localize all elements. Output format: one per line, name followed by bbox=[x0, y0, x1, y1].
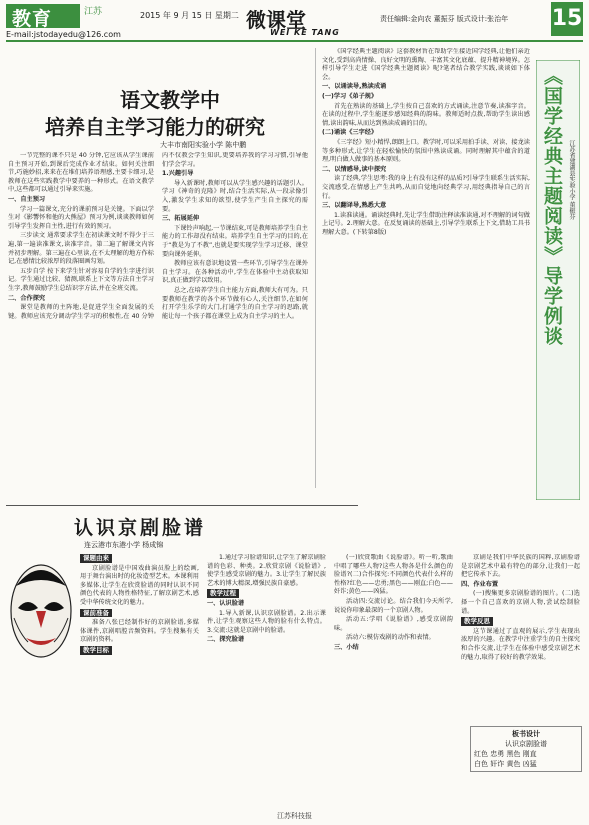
section-heading: (一)学习《弟子规》 bbox=[322, 92, 378, 100]
paragraph: 准备八张已经制作好的京剧脸谱,多媒体课件,京剧唱腔音频资料。学生搜集有关京剧的资料。 bbox=[80, 619, 199, 644]
logo-subtext: 江苏 bbox=[84, 7, 103, 17]
article1-title-line1: 语文教学中 bbox=[120, 88, 220, 112]
paragraph: 教师应该有意识地设置一些环节,引导学生在课外自主学习。在各种活动中,学生在体验中主动获取知识,真正做到学以致用。 bbox=[162, 260, 308, 285]
paragraph: 京剧是我们中华民族的国粹,京剧脸谱是京剧艺术中最有特色的部分,让我们一起把它传承下去。 bbox=[461, 554, 580, 579]
paragraph: 三步读文 通常要求学生在初读课文时不得少于三遍,第一遍读准课文,读准字音。第二遍了解课文内容并初步理解。第三遍在心里读,在不太理解的地方作标记,在感情比较浓厚的段落圈画勾划。 bbox=[8, 232, 154, 266]
section-heading: 一、以诵读导,熟读成诵 bbox=[322, 83, 387, 91]
paragraph: 活动五:学唱《说脸谱》,感受京剧韵味。 bbox=[334, 616, 453, 632]
masthead-date: 2015 年 9 月 15 日 星期二 bbox=[140, 11, 239, 20]
page-footer: 江苏科技报 bbox=[277, 812, 312, 820]
paragraph: 总之,在培养学生自主能力方面,教师大有可为。只要教师在教学的各个环节做有心人,关注细节,在如何打开学生乐学的大门,打通学生的自主学习的思路,就能让每一个孩子都在课堂上成为自主学习的主人。 bbox=[162, 286, 308, 320]
section-heading: (二)诵读《三字经》 bbox=[322, 129, 378, 137]
paragraph: (一)欣赏歌曲《说脸谱》。听一听,歌曲中唱了哪些人物?这些人物各是什么颜色的脸谱?(二)合作探究:不同颜色代表什么样的性格?红色——忠勇;黑色——刚直;白色——奸诈;黄色——凶猛。 bbox=[334, 554, 453, 596]
section-heading: 一、认识脸谱 bbox=[207, 599, 245, 607]
article1-body bbox=[8, 152, 308, 500]
paragraph: 五步自学 按下来学生针对容易自学的生字进行识记。学生通过比较、猜测,联系上下文等方法自主学习生字,教师鼓励学生总结识字方法,并在全班交流。 bbox=[8, 267, 154, 292]
section-heading: 三、以翻译导,熟悉大意 bbox=[322, 202, 387, 210]
paragraph: 这节课通过了直观的展示,学生表现出浓厚的兴趣。在教学中注重学生的自主探究和合作交流,让学生在体验中感受京剧艺术的魅力,取得了较好的教学效果。 bbox=[461, 627, 580, 661]
board-line3: 白色 奸诈 黄色 凶猛 bbox=[474, 760, 537, 768]
section-divider bbox=[6, 505, 358, 506]
section-tag-label: 课前准备 bbox=[80, 609, 112, 618]
article2-byline: 江苏省建湖县实验小学 董振芬 bbox=[568, 140, 575, 220]
board-design bbox=[470, 726, 582, 772]
page-number: 15 bbox=[551, 2, 583, 36]
section-heading: 四、作业布置 bbox=[461, 580, 499, 588]
section-tag-label: 教学过程 bbox=[207, 589, 239, 598]
paragraph: 学习一篇课文,充分的课前预习是关键。下面以学生对《影響怀和他的大熊屋》预习为例,谈谈教师如何引导学生发挥自主性,进行有效的预习。 bbox=[8, 205, 154, 230]
paragraph: 活动六:模仿戏剧的动作和表情。 bbox=[346, 634, 435, 642]
section-heading: 二、以情感导,读中探究 bbox=[322, 165, 387, 173]
masthead-email[interactable]: E-mail:jstodayedu@126.com bbox=[6, 30, 121, 39]
article3-byline: 连云港市东港小学 杨成锦 bbox=[84, 541, 164, 549]
column-title: 微课堂 bbox=[246, 8, 306, 32]
section-tag bbox=[207, 589, 326, 599]
paragraph: 导入新课时,教师可以从学生感兴趣的话题引人。学习《神奇的克隆》时,结合生活实际,从一段录像引入,激发学生求知的欲望,使学生产生自主探究的需要。 bbox=[162, 179, 308, 213]
paragraph: 下课铃声响起,一节课结束,可是教师培养学生自主能力的工作却没有结束。培养学生自主学习的目的,在于“教是为了不教”,也就是要实现学生学习迁移、课堂要向课外延伸。 bbox=[162, 224, 308, 258]
peking-opera-mask-illustration bbox=[6, 556, 76, 666]
paragraph: 一节完整的课不只是 40 分钟,它应该从学生课前自主预习开始,到课后完成作业才结束。如何关注细节,巧施妙招,来来在在堆们培养语理感,主要卡细习,是教师在这些实践教学中要养的一种形式。在语文教学中,这些都可以通过引导来实施。 bbox=[8, 152, 154, 194]
paragraph: 1.读准读通。诵读经典时,先让学生借助注释读准读通,对不理解的词句做上记号。2.理解大意。在反复诵读的基础上,引导学生联系上下文,借助工具书理解大意。(下转第8版) bbox=[322, 211, 530, 236]
paragraph: 读了经典,学生思考:我的身上有没有这样的品质?引导学生联系生活实际,交流感受,在情感上产生共鸣,从而自觉地向经典学习,用经典指导自己的言行。 bbox=[322, 175, 530, 200]
paragraph: 京剧脸谱是中国戏曲演员脸上的绘画,用于舞台演出时的化妆造型艺术。本课利用多媒体,让学生在欣赏脸谱的同时认识不同颜色代表的人物性格特征,了解京剧艺术,感受中华传统文化的魅力。 bbox=[80, 564, 199, 606]
column-divider bbox=[315, 48, 316, 488]
section-heading: 二、合作探究 bbox=[8, 294, 46, 302]
board-title: 板书设计 bbox=[512, 730, 540, 738]
masthead-rule bbox=[6, 40, 583, 42]
paragraph: 1.通过学习脸谱知识,让学生了解京剧脸谱的色彩、种类。2.欣赏京剧《说脸谱》,使学生感受京剧的魅力。3.让学生了解民族艺术的博大精深,增强民族自豪感。 bbox=[207, 554, 326, 587]
section-tag bbox=[80, 609, 199, 619]
paragraph: 《三字经》短小精悍,朗朗上口。教学时,可以采用拍手读、对读、接龙读等多种形式,让学生在轻松愉快的氛围中熟读成诵。同时理解其中蕴含的道理,明白做人做事的基本原则。 bbox=[322, 138, 530, 164]
section-tag bbox=[461, 617, 580, 627]
paragraph: (一)搜集更多京剧脸谱的图片。(二)选择一个自己喜欢的京剧人物,尝试绘制脸谱。 bbox=[461, 590, 580, 615]
board-line2: 红色 忠勇 黑色 刚直 bbox=[474, 750, 537, 758]
section-heading: 1.兴趣引导 bbox=[162, 170, 194, 178]
paragraph: 《国学经典主题阅读》这套教材旨在帮助学生接近国学经典,让他们亲近文化,受到高尚情操、良好文明的熏陶、丰富其文化底蕴、提升精神境界。怎样引导学生走进《国学经典主题阅读》呢?笔者结合教学实践,谈谈如下体会。 bbox=[322, 48, 530, 81]
column-subtitle: WEI KE TANG bbox=[270, 28, 340, 37]
section-tag-label: 课题由来 bbox=[80, 554, 112, 563]
paragraph: 活动四:交流讨论。结合我们今天所学,说说你印象最深的一个京剧人物。 bbox=[334, 597, 453, 614]
section-heading: 三、小结 bbox=[334, 643, 359, 651]
paragraph: 首先在熟读的基础上,学生按自己喜欢的方式诵读,注意节奏,读准字音。在读的过程中,学生能逐步感知经典的韵味。教师适时点拨,帮助学生读出感情,读出韵味,从而达到熟读成诵的目的。 bbox=[322, 102, 530, 127]
article2-body bbox=[322, 48, 530, 500]
section-tag bbox=[80, 554, 199, 564]
board-line1: 认识京剧脸谱 bbox=[505, 740, 547, 748]
section-heading: 三、拓展延伸 bbox=[162, 215, 200, 223]
editors-credit: 责任编辑:金向农 董振芬 版式设计:张治年 bbox=[380, 15, 509, 23]
section-tag bbox=[80, 646, 199, 656]
section-tag-label: 教学目标 bbox=[80, 646, 112, 655]
article2-title: 《国学经典主题阅读》导学例谈 bbox=[541, 66, 563, 346]
logo-text: 教育 bbox=[12, 8, 53, 30]
article1-title-line2: 培养自主学习能力的研究 bbox=[45, 115, 265, 139]
paragraph: 课堂是教师的主阵地,是促进学生全面发展的关键。教师应该充分调动学生学习的积极性,在 40 分钟内不仅教会学生知识,更要培养我的学习习惯,引导他们学会学习。 bbox=[8, 152, 308, 320]
section-heading: 二、探究脸谱 bbox=[207, 636, 245, 644]
paragraph: 1.导入新课,认识京剧脸谱。2.出示课件,让学生观察这些人物的脸有什么特点。3.交流:这就是京剧中的脸谱。 bbox=[207, 609, 326, 634]
section-tag-label: 教学反思 bbox=[461, 617, 493, 626]
article1-byline: 大丰市南阳实验小学 陈中鹏 bbox=[160, 141, 247, 149]
section-heading: 一、自主预习 bbox=[8, 195, 46, 203]
article3-title: 认识京剧脸谱 bbox=[74, 517, 207, 539]
masthead-logo bbox=[6, 4, 80, 28]
